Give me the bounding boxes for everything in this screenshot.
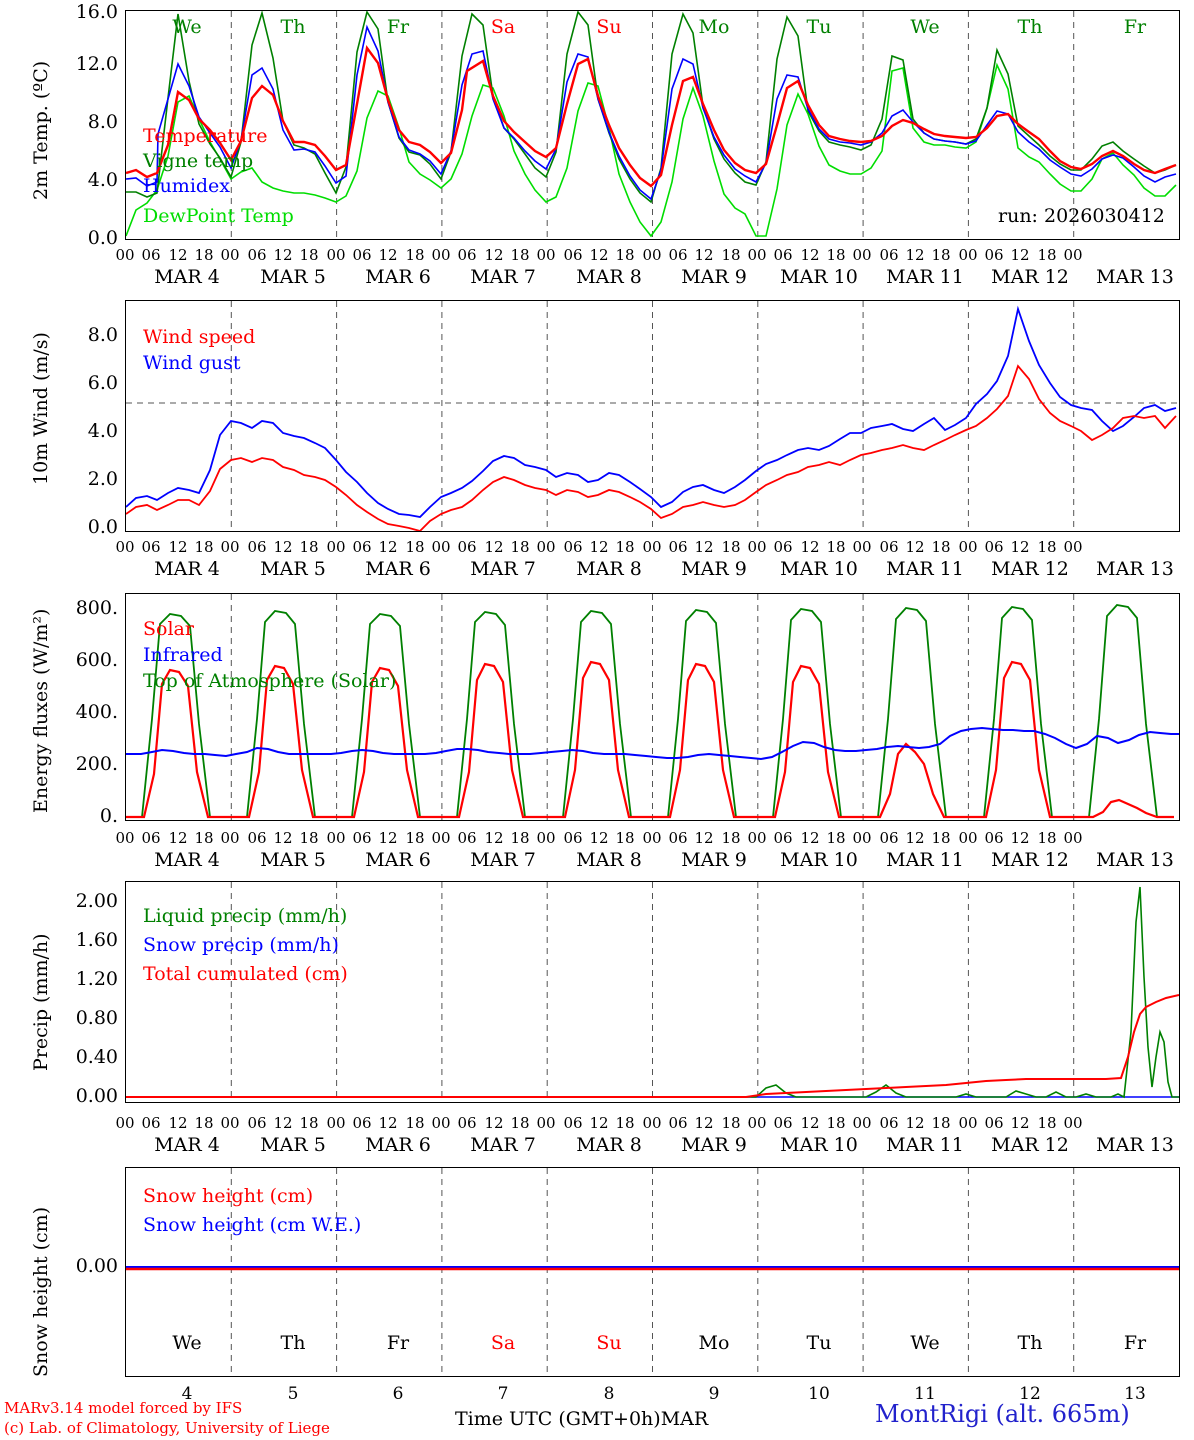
hour-tick: 06	[879, 829, 899, 847]
bottom-day-number: 11	[914, 1384, 936, 1404]
date-label: MAR 4	[154, 849, 220, 871]
bottom-day-label: Su	[596, 1332, 622, 1354]
date-label: MAR 13	[1096, 1134, 1174, 1156]
hour-tick: 18	[721, 829, 741, 847]
day-label-0: We	[172, 16, 202, 38]
hour-tick: 12	[905, 1114, 925, 1132]
day-label-8: Th	[1017, 16, 1043, 38]
hour-tick: 06	[457, 829, 477, 847]
hour-tick: 12	[694, 246, 714, 264]
day-label-6: Tu	[806, 16, 832, 38]
date-label: MAR 7	[470, 558, 536, 580]
ytick-precip-4: 1.60	[75, 929, 118, 951]
plot-energy-fluxes	[125, 593, 1180, 821]
date-row-2	[125, 558, 1180, 582]
date-label: MAR 9	[681, 558, 747, 580]
bottom-day-row	[125, 1332, 1180, 1356]
hour-tick: 12	[694, 1114, 714, 1132]
bottom-day-number: 12	[1019, 1384, 1041, 1404]
bottom-day-number: 9	[708, 1384, 720, 1404]
hour-tick: 00	[852, 538, 872, 556]
hour-tick: 00	[747, 538, 767, 556]
hour-tick: 18	[194, 538, 214, 556]
hour-tick: 18	[931, 246, 951, 264]
hour-tick: 18	[405, 1114, 425, 1132]
date-label: MAR 9	[681, 1134, 747, 1156]
date-row-4	[125, 1134, 1180, 1158]
date-label: MAR 8	[576, 558, 642, 580]
legend-dewpoint-temp: DewPoint Temp	[143, 205, 294, 227]
bottom-day-label: We	[172, 1332, 202, 1354]
hour-tick: 00	[852, 829, 872, 847]
hour-tick: 00	[747, 829, 767, 847]
legend-total-cumulated: Total cumulated (cm)	[143, 963, 348, 985]
hour-tick: 06	[457, 538, 477, 556]
hour-tick: 18	[721, 538, 741, 556]
date-label: MAR 13	[1096, 849, 1174, 871]
bottom-day-number: 13	[1124, 1384, 1146, 1404]
hour-tick: 12	[800, 1114, 820, 1132]
hour-tick: 12	[694, 538, 714, 556]
hour-tick: 06	[352, 246, 372, 264]
hour-tick: 18	[405, 246, 425, 264]
hour-tick: 12	[905, 538, 925, 556]
hour-tick: 18	[826, 829, 846, 847]
day-label-7: We	[910, 16, 940, 38]
hour-tick: 00	[220, 538, 240, 556]
day-label-5: Mo	[698, 16, 730, 38]
model-credit-line1: MARv3.14 model forced by IFS	[4, 1399, 243, 1417]
hour-tick: 00	[642, 829, 662, 847]
hour-tick: 00	[220, 246, 240, 264]
bottom-day-number: 8	[603, 1384, 615, 1404]
panel-snow-height	[0, 1162, 1194, 1392]
bottom-day-number: 10	[808, 1384, 830, 1404]
date-row-3	[125, 849, 1180, 873]
ytick-wind-4: 8.0	[87, 324, 118, 346]
hour-tick: 00	[852, 246, 872, 264]
hour-tick: 06	[247, 246, 267, 264]
hour-tick: 06	[984, 538, 1004, 556]
hour-tick: 12	[589, 538, 609, 556]
hour-tick: 06	[141, 829, 161, 847]
day-label-9: Fr	[1123, 16, 1147, 38]
date-label: MAR 10	[780, 266, 858, 288]
hour-tick: 00	[1063, 246, 1083, 264]
hour-tick: 06	[773, 246, 793, 264]
hour-tick: 06	[247, 829, 267, 847]
axis-label-snow: Snow height (cm)	[30, 1206, 52, 1377]
hour-tick: 18	[615, 246, 635, 264]
legend-temperature: Temperature	[143, 125, 268, 147]
hour-tick: 12	[1010, 1114, 1030, 1132]
model-credit-line2: (c) Lab. of Climatology, University of Liege	[4, 1419, 330, 1438]
hour-tick: 00	[747, 246, 767, 264]
hour-tick: 06	[457, 246, 477, 264]
ytick-wind-3: 6.0	[87, 372, 118, 394]
legend-top-of-atmosphere: Top of Atmosphere (Solar)	[143, 670, 397, 692]
date-label: MAR 5	[260, 266, 326, 288]
hour-tick: 06	[563, 1114, 583, 1132]
hour-tick: 00	[326, 538, 346, 556]
legend-solar: Solar	[143, 618, 194, 640]
date-label: MAR 4	[154, 1134, 220, 1156]
legend-snow-height: Snow height (cm)	[143, 1185, 314, 1207]
hour-tick: 18	[615, 1114, 635, 1132]
hour-tick: 00	[958, 246, 978, 264]
ytick-energy-4: 800.	[75, 597, 118, 619]
legend-infrared: Infrared	[143, 644, 223, 666]
hour-tick: 00	[220, 829, 240, 847]
hour-tick: 06	[141, 1114, 161, 1132]
hour-tick: 06	[563, 829, 583, 847]
bottom-day-number: 7	[497, 1384, 509, 1404]
day-row-temperature	[125, 16, 1180, 42]
date-label: MAR 9	[681, 849, 747, 871]
hour-tick: 00	[115, 1114, 135, 1132]
hour-tick: 12	[168, 829, 188, 847]
ytick-temp-0: 0.0	[87, 227, 118, 249]
date-label: MAR 11	[886, 1134, 964, 1156]
hour-tick: 12	[1010, 538, 1030, 556]
date-label: MAR 6	[365, 266, 431, 288]
hour-tick: 00	[536, 829, 556, 847]
hour-tick: 18	[299, 829, 319, 847]
ytick-temp-4: 16.0	[75, 1, 118, 23]
date-label: MAR 5	[260, 849, 326, 871]
hour-ticks-4	[115, 1114, 1180, 1134]
hour-tick: 12	[484, 246, 504, 264]
ytick-precip-1: 0.40	[75, 1046, 118, 1068]
hour-tick: 00	[536, 1114, 556, 1132]
hour-tick: 00	[1063, 829, 1083, 847]
ytick-precip-5: 2.00	[75, 890, 118, 912]
hour-tick: 18	[1037, 1114, 1057, 1132]
hour-tick: 00	[431, 829, 451, 847]
axis-label-wind: 10m Wind (m/s)	[30, 332, 52, 485]
axis-label-energy: Energy fluxes (W/m²)	[30, 608, 52, 813]
ytick-energy-0: 0.	[99, 805, 118, 827]
hour-tick: 00	[115, 829, 135, 847]
hour-tick: 12	[484, 1114, 504, 1132]
hour-tick: 18	[615, 538, 635, 556]
date-label: MAR 5	[260, 1134, 326, 1156]
xaxis-title	[455, 1408, 708, 1430]
hour-tick: 12	[378, 538, 398, 556]
hour-tick: 00	[326, 246, 346, 264]
bottom-day-label: Tu	[806, 1332, 832, 1354]
hour-tick: 18	[510, 829, 530, 847]
hour-tick: 00	[747, 1114, 767, 1132]
hour-tick: 00	[536, 246, 556, 264]
hour-tick: 18	[510, 246, 530, 264]
hour-tick: 18	[510, 1114, 530, 1132]
hour-tick: 12	[1010, 829, 1030, 847]
panel-wind	[0, 295, 1194, 540]
hour-tick: 12	[1010, 246, 1030, 264]
hour-tick: 12	[800, 246, 820, 264]
hour-tick: 12	[905, 829, 925, 847]
hour-tick: 06	[247, 538, 267, 556]
hour-tick: 12	[484, 829, 504, 847]
date-label: MAR 4	[154, 558, 220, 580]
date-label: MAR 13	[1096, 558, 1174, 580]
hour-tick: 18	[721, 246, 741, 264]
date-label: MAR 5	[260, 558, 326, 580]
panel-energy-fluxes	[0, 588, 1194, 833]
bottom-day-label: Mo	[698, 1332, 730, 1354]
hour-tick: 18	[405, 538, 425, 556]
hour-tick: 00	[115, 538, 135, 556]
date-label: MAR 8	[576, 1134, 642, 1156]
hour-tick: 12	[168, 246, 188, 264]
hour-tick: 00	[326, 1114, 346, 1132]
hour-tick: 18	[194, 246, 214, 264]
panel-precip	[0, 876, 1194, 1121]
hour-tick: 06	[247, 1114, 267, 1132]
hour-tick: 12	[694, 829, 714, 847]
hour-tick: 00	[642, 1114, 662, 1132]
date-label: MAR 13	[1096, 266, 1174, 288]
hour-tick: 18	[1037, 538, 1057, 556]
bottom-day-label: Fr	[386, 1332, 410, 1354]
hour-tick: 00	[536, 538, 556, 556]
hour-tick: 12	[273, 1114, 293, 1132]
bottom-day-label: Th	[1017, 1332, 1043, 1354]
hour-tick: 12	[273, 829, 293, 847]
hour-tick: 00	[958, 1114, 978, 1132]
hour-ticks-1	[115, 246, 1180, 266]
ytick-energy-3: 600.	[75, 649, 118, 671]
hour-tick: 18	[721, 1114, 741, 1132]
legend-snow-height-we: Snow height (cm W.E.)	[143, 1214, 362, 1236]
hour-tick: 18	[194, 829, 214, 847]
ytick-precip-2: 0.80	[75, 1007, 118, 1029]
hour-tick: 18	[615, 829, 635, 847]
model-credit	[4, 1398, 330, 1439]
legend-wind-gust: Wind gust	[143, 352, 241, 374]
xaxis-title-suffix: MAR	[660, 1408, 709, 1430]
hour-tick: 18	[299, 246, 319, 264]
hour-tick: 06	[773, 829, 793, 847]
hour-tick: 06	[879, 246, 899, 264]
ytick-wind-2: 4.0	[87, 420, 118, 442]
hour-tick: 00	[115, 246, 135, 264]
hour-tick: 18	[826, 1114, 846, 1132]
ytick-temp-1: 4.0	[87, 169, 118, 191]
hour-tick: 06	[563, 538, 583, 556]
hour-tick: 00	[642, 538, 662, 556]
hour-tick: 06	[668, 829, 688, 847]
legend-wind-speed: Wind speed	[143, 326, 256, 348]
date-label: MAR 10	[780, 1134, 858, 1156]
xaxis-title-text: Time UTC (GMT+0h)	[455, 1408, 661, 1430]
hour-tick: 18	[931, 1114, 951, 1132]
legend-vigne-temp: Vigne temp	[143, 150, 254, 172]
hour-tick: 00	[431, 538, 451, 556]
date-label: MAR 6	[365, 558, 431, 580]
ytick-energy-2: 400.	[75, 701, 118, 723]
bottom-day-number: 4	[181, 1384, 193, 1404]
day-label-3: Sa	[490, 16, 516, 38]
date-label: MAR 10	[780, 558, 858, 580]
bottom-day-label: Sa	[490, 1332, 516, 1354]
legend-snow-precip: Snow precip (mm/h)	[143, 934, 339, 956]
date-label: MAR 12	[991, 558, 1069, 580]
ytick-wind-1: 2.0	[87, 468, 118, 490]
day-label-2: Fr	[386, 16, 410, 38]
hour-tick: 00	[958, 538, 978, 556]
station-label: MontRigi (alt. 665m)	[875, 1400, 1130, 1428]
hour-tick: 12	[589, 246, 609, 264]
hour-tick: 12	[800, 538, 820, 556]
date-label: MAR 11	[886, 558, 964, 580]
hour-tick: 12	[273, 538, 293, 556]
day-label-1: Th	[280, 16, 306, 38]
hour-tick: 06	[457, 1114, 477, 1132]
date-label: MAR 12	[991, 1134, 1069, 1156]
ytick-precip-3: 1.20	[75, 968, 118, 990]
bottom-day-number: 5	[287, 1384, 299, 1404]
day-label-4: Su	[596, 16, 622, 38]
hour-tick: 06	[352, 538, 372, 556]
date-label: MAR 11	[886, 849, 964, 871]
hour-tick: 00	[220, 1114, 240, 1132]
hour-tick: 00	[642, 246, 662, 264]
date-label: MAR 12	[991, 849, 1069, 871]
hour-tick: 00	[326, 829, 346, 847]
date-label: MAR 7	[470, 1134, 536, 1156]
hour-tick: 06	[668, 538, 688, 556]
bottom-day-number: 6	[392, 1384, 404, 1404]
hour-tick: 00	[431, 246, 451, 264]
ytick-temp-2: 8.0	[87, 111, 118, 133]
date-label: MAR 7	[470, 266, 536, 288]
legend-humidex: Humidex	[143, 175, 231, 197]
hour-tick: 12	[273, 246, 293, 264]
axis-label-precip: Precip (mm/h)	[30, 933, 52, 1071]
hour-tick: 06	[773, 538, 793, 556]
date-label: MAR 6	[365, 849, 431, 871]
hour-tick: 06	[352, 829, 372, 847]
ytick-temp-3: 12.0	[75, 53, 118, 75]
hour-tick: 06	[668, 1114, 688, 1132]
date-label: MAR 4	[154, 266, 220, 288]
date-label: MAR 8	[576, 266, 642, 288]
date-row-1	[125, 266, 1180, 290]
ytick-energy-1: 200.	[75, 753, 118, 775]
hour-tick: 12	[378, 246, 398, 264]
plot-wind	[125, 300, 1180, 532]
date-label: MAR 7	[470, 849, 536, 871]
axis-label-temperature: 2m Temp. (ºC)	[30, 60, 52, 200]
hour-tick: 06	[984, 829, 1004, 847]
hour-tick: 18	[1037, 246, 1057, 264]
hour-tick: 18	[826, 538, 846, 556]
hour-tick: 06	[668, 246, 688, 264]
date-label: MAR 8	[576, 849, 642, 871]
hour-tick: 12	[168, 538, 188, 556]
bottom-day-label: We	[910, 1332, 940, 1354]
hour-tick: 06	[984, 246, 1004, 264]
hour-tick: 06	[879, 1114, 899, 1132]
hour-tick: 18	[299, 538, 319, 556]
date-label: MAR 11	[886, 266, 964, 288]
hour-tick: 00	[1063, 538, 1083, 556]
hour-tick: 12	[484, 538, 504, 556]
hour-tick: 06	[141, 538, 161, 556]
hour-tick: 18	[931, 538, 951, 556]
hour-tick: 12	[378, 829, 398, 847]
hour-tick: 06	[984, 1114, 1004, 1132]
hour-tick: 12	[800, 829, 820, 847]
hour-ticks-3	[115, 829, 1180, 849]
hour-tick: 18	[405, 829, 425, 847]
hour-tick: 06	[879, 538, 899, 556]
date-label: MAR 6	[365, 1134, 431, 1156]
hour-tick: 06	[141, 246, 161, 264]
ytick-snow-0: 0.00	[75, 1255, 118, 1277]
hour-tick: 06	[563, 246, 583, 264]
run-label: run: 2026030412	[998, 205, 1165, 227]
hour-tick: 12	[589, 829, 609, 847]
hour-tick: 12	[589, 1114, 609, 1132]
date-label: MAR 9	[681, 266, 747, 288]
hour-tick: 00	[852, 1114, 872, 1132]
date-label: MAR 12	[991, 266, 1069, 288]
bottom-day-label: Fr	[1123, 1332, 1147, 1354]
hour-tick: 06	[773, 1114, 793, 1132]
hour-tick: 00	[1063, 1114, 1083, 1132]
panel-temperature	[0, 0, 1194, 285]
hour-tick: 12	[168, 1114, 188, 1132]
hour-tick: 18	[1037, 829, 1057, 847]
hour-ticks-2	[115, 538, 1180, 558]
hour-tick: 18	[194, 1114, 214, 1132]
hour-tick: 18	[931, 829, 951, 847]
hour-tick: 06	[352, 1114, 372, 1132]
hour-tick: 12	[905, 246, 925, 264]
ytick-wind-0: 0.0	[87, 516, 118, 538]
hour-tick: 18	[826, 246, 846, 264]
hour-tick: 00	[431, 1114, 451, 1132]
hour-tick: 18	[299, 1114, 319, 1132]
date-label: MAR 10	[780, 849, 858, 871]
legend-liquid-precip: Liquid precip (mm/h)	[143, 905, 348, 927]
hour-tick: 00	[958, 829, 978, 847]
ytick-precip-0: 0.00	[75, 1085, 118, 1107]
hour-tick: 18	[510, 538, 530, 556]
hour-tick: 12	[378, 1114, 398, 1132]
bottom-day-label: Th	[280, 1332, 306, 1354]
